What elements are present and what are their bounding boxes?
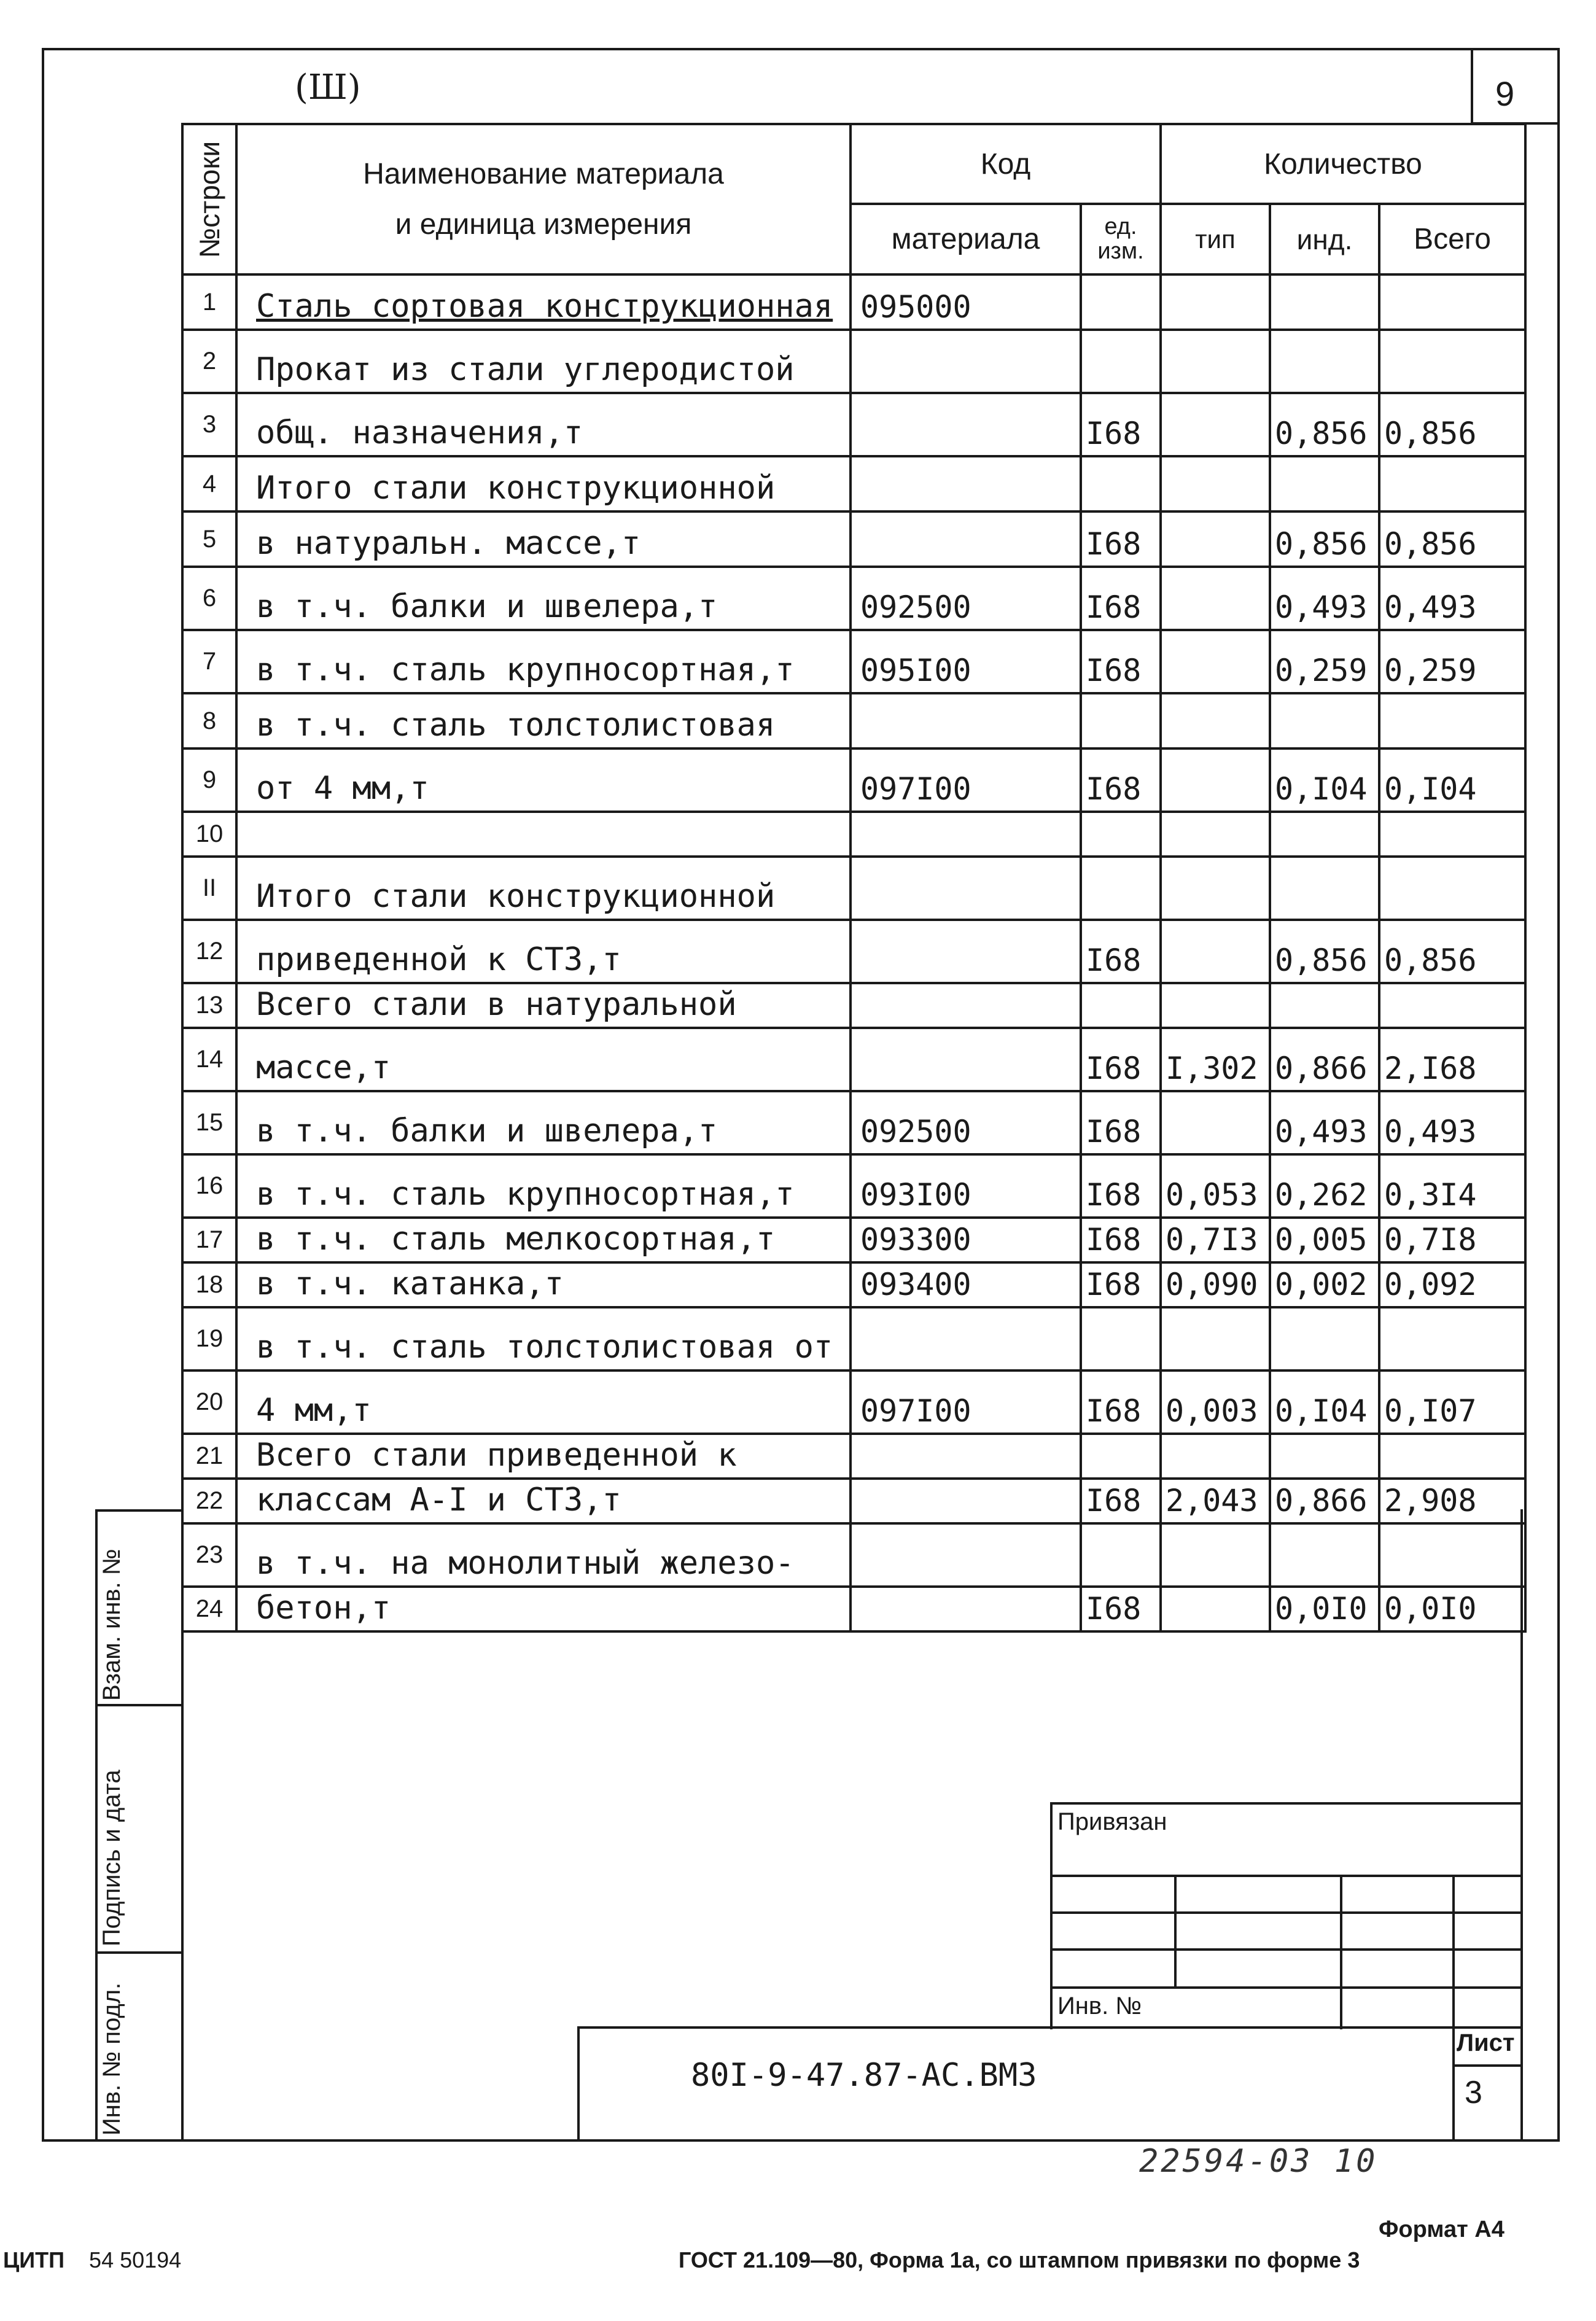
material-name: Итого стали конструкционной	[236, 857, 851, 920]
unit-code: I68	[1081, 567, 1161, 630]
row-number: 14	[182, 1028, 236, 1091]
material-code: 093300	[851, 1218, 1081, 1262]
material-code: 097I00	[851, 1370, 1081, 1434]
row-number: 4	[182, 456, 236, 511]
material-name: общ. назначения,т	[236, 393, 851, 456]
page-number: 9	[1495, 74, 1515, 113]
stamp-col-3	[1452, 1875, 1455, 2142]
row-number: 18	[182, 1262, 236, 1307]
format-label: Формат А4	[1379, 2217, 1505, 2242]
header-mark: (Ш)	[295, 68, 361, 107]
table-row	[182, 1154, 1525, 1218]
qty-ind	[1270, 693, 1379, 748]
row-number: 7	[182, 630, 236, 693]
stamp-right-border	[1520, 1509, 1523, 2142]
side-label-podpis-data: Подпись и дата	[98, 1770, 125, 1946]
qty-total: 0,092	[1379, 1262, 1525, 1307]
col-header-name	[236, 124, 851, 274]
material-code	[851, 857, 1081, 920]
row-number: 21	[182, 1434, 236, 1479]
unit-code	[1081, 1307, 1161, 1370]
qty-total	[1379, 812, 1525, 857]
row-number: 22	[182, 1479, 236, 1523]
qty-total	[1379, 1307, 1525, 1370]
qty-type: 0,003	[1161, 1370, 1270, 1434]
stamp-col-1	[1174, 1875, 1177, 1986]
material-name: в натуральн. массе,т	[236, 511, 851, 567]
qty-ind: 0,856	[1270, 920, 1379, 983]
material-code: 093400	[851, 1262, 1081, 1307]
sheet-number: 3	[1465, 2075, 1482, 2110]
col-header-code-unit: ед. изм.	[1081, 204, 1161, 274]
footer-gost: ГОСТ 21.109—80, Форма 1а, со штампом привязки по форме 3	[679, 2247, 1360, 2272]
material-code: 097I00	[851, 748, 1081, 812]
qty-type	[1161, 920, 1270, 983]
qty-ind: 0,493	[1270, 567, 1379, 630]
material-code	[851, 812, 1081, 857]
qty-total: 0,I07	[1379, 1370, 1525, 1434]
material-name: 4 мм,т	[236, 1370, 851, 1434]
row-number: 15	[182, 1091, 236, 1154]
qty-total: 0,493	[1379, 567, 1525, 630]
row-number: 6	[182, 567, 236, 630]
qty-total: 0,7I8	[1379, 1218, 1525, 1262]
qty-ind: 0,866	[1270, 1479, 1379, 1523]
qty-total: 2,908	[1379, 1479, 1525, 1523]
material-name: в т.ч. сталь толстолистовая	[236, 693, 851, 748]
material-name: Всего стали в натуральной	[236, 983, 851, 1028]
table-row	[182, 1218, 1525, 1262]
material-code: 095I00	[851, 630, 1081, 693]
table-row	[182, 456, 1525, 511]
qty-ind: 0,259	[1270, 630, 1379, 693]
document-code: 80I-9-47.87-АС.ВМЗ	[691, 2057, 1037, 2094]
qty-total	[1379, 1523, 1525, 1587]
material-code	[851, 1479, 1081, 1523]
row-number: 5	[182, 511, 236, 567]
table-row	[182, 330, 1525, 393]
stamp-privyazan-label: Привязан	[1057, 1808, 1167, 1835]
table-row	[182, 748, 1525, 812]
qty-type	[1161, 393, 1270, 456]
material-name: в т.ч. балки и швелера,т	[236, 567, 851, 630]
material-name: в т.ч. катанка,т	[236, 1262, 851, 1307]
col-header-qty-type: тип	[1161, 204, 1270, 274]
qty-total: 0,259	[1379, 630, 1525, 693]
unit-code: I68	[1081, 1587, 1161, 1631]
row-number: 19	[182, 1307, 236, 1370]
side-divider-1	[95, 1704, 181, 1706]
table-row	[182, 1028, 1525, 1091]
qty-total	[1379, 330, 1525, 393]
side-divider-2	[95, 1951, 181, 1954]
row-number: 23	[182, 1523, 236, 1587]
unit-code: I68	[1081, 630, 1161, 693]
qty-ind	[1270, 812, 1379, 857]
material-name	[236, 812, 851, 857]
material-code: 095000	[851, 274, 1081, 330]
material-name: в т.ч. сталь крупносортная,т	[236, 1154, 851, 1218]
qty-ind: 0,002	[1270, 1262, 1379, 1307]
material-name: в т.ч. на монолитный железо-	[236, 1523, 851, 1587]
qty-type	[1161, 456, 1270, 511]
material-code: 093I00	[851, 1154, 1081, 1218]
table-row	[182, 1307, 1525, 1370]
stamp-col-2	[1340, 1875, 1342, 2029]
stamp-sheet-divider	[1452, 2064, 1523, 2067]
material-code: 092500	[851, 567, 1081, 630]
qty-total	[1379, 456, 1525, 511]
qty-ind: 0,0I0	[1270, 1587, 1379, 1631]
qty-type	[1161, 630, 1270, 693]
row-number: 20	[182, 1370, 236, 1434]
qty-total: 0,I04	[1379, 748, 1525, 812]
body-left-border	[181, 1509, 184, 2142]
qty-type: 0,090	[1161, 1262, 1270, 1307]
unit-code: I68	[1081, 393, 1161, 456]
qty-ind: 0,005	[1270, 1218, 1379, 1262]
unit-code: I68	[1081, 1091, 1161, 1154]
qty-total	[1379, 274, 1525, 330]
table-row	[182, 1091, 1525, 1154]
unit-code	[1081, 274, 1161, 330]
material-code	[851, 393, 1081, 456]
table-row	[182, 567, 1525, 630]
table-row	[182, 511, 1525, 567]
stamp-main-top	[577, 2026, 1523, 2029]
table-row	[182, 393, 1525, 456]
row-number: 13	[182, 983, 236, 1028]
row-number: 2	[182, 330, 236, 393]
material-code	[851, 330, 1081, 393]
col-header-qty-ind: инд.	[1270, 204, 1379, 274]
stamp-privyazan-left	[1050, 1802, 1053, 2029]
material-table	[181, 123, 1527, 1633]
material-code	[851, 1028, 1081, 1091]
material-name: Всего стали приведенной к	[236, 1434, 851, 1479]
material-name: Прокат из стали углеродистой	[236, 330, 851, 393]
table-row	[182, 1587, 1525, 1631]
row-number: 9	[182, 748, 236, 812]
qty-type	[1161, 693, 1270, 748]
unit-code	[1081, 693, 1161, 748]
table-row	[182, 812, 1525, 857]
qty-type: 0,7I3	[1161, 1218, 1270, 1262]
qty-type	[1161, 983, 1270, 1028]
qty-ind	[1270, 857, 1379, 920]
side-column-border	[95, 1509, 98, 2142]
footer-org	[3, 2247, 181, 2273]
unit-code	[1081, 812, 1161, 857]
qty-type	[1161, 1587, 1270, 1631]
material-name: от 4 мм,т	[236, 748, 851, 812]
qty-type	[1161, 511, 1270, 567]
row-number: 16	[182, 1154, 236, 1218]
handwritten-number: 22594-03 10	[1139, 2143, 1378, 2180]
qty-type: 2,043	[1161, 1479, 1270, 1523]
table-row	[182, 1523, 1525, 1587]
qty-ind: 0,I04	[1270, 748, 1379, 812]
unit-code: I68	[1081, 1479, 1161, 1523]
qty-type	[1161, 812, 1270, 857]
unit-code: I68	[1081, 1262, 1161, 1307]
qty-type	[1161, 1434, 1270, 1479]
qty-total: 0,856	[1379, 511, 1525, 567]
material-name: классам А-I и СТЗ,т	[236, 1479, 851, 1523]
unit-code: I68	[1081, 1028, 1161, 1091]
material-name: в т.ч. сталь мелкосортная,т	[236, 1218, 851, 1262]
col-header-name-line1: Наименование материала	[363, 157, 724, 190]
qty-ind: 0,493	[1270, 1091, 1379, 1154]
unit-code	[1081, 330, 1161, 393]
material-code	[851, 456, 1081, 511]
table-row	[182, 857, 1525, 920]
qty-total: 0,493	[1379, 1091, 1525, 1154]
qty-total: 0,0I0	[1379, 1587, 1525, 1631]
side-divider-top	[95, 1509, 181, 1512]
table-row	[182, 630, 1525, 693]
row-number: 24	[182, 1587, 236, 1631]
material-name: в т.ч. сталь толстолистовая от	[236, 1307, 851, 1370]
qty-total: 0,856	[1379, 393, 1525, 456]
material-name: в т.ч. сталь крупносортная,т	[236, 630, 851, 693]
qty-ind	[1270, 1523, 1379, 1587]
material-name: приведенной к СТЗ,т	[236, 920, 851, 983]
table-row	[182, 1262, 1525, 1307]
qty-total: 0,856	[1379, 920, 1525, 983]
unit-code	[1081, 1434, 1161, 1479]
qty-total: 0,3I4	[1379, 1154, 1525, 1218]
qty-total	[1379, 1434, 1525, 1479]
material-name: Сталь сортовая конструкционная	[236, 274, 851, 330]
stamp-inv-label: Инв. №	[1057, 1992, 1142, 2020]
qty-type	[1161, 274, 1270, 330]
qty-total	[1379, 857, 1525, 920]
qty-type	[1161, 857, 1270, 920]
qty-ind: 0,262	[1270, 1154, 1379, 1218]
material-name: в т.ч. балки и швелера,т	[236, 1091, 851, 1154]
qty-type	[1161, 1307, 1270, 1370]
table-row	[182, 693, 1525, 748]
stamp-main-left	[577, 2026, 580, 2142]
table-row	[182, 274, 1525, 330]
stamp-privyazan-top	[1050, 1802, 1523, 1805]
col-header-name-line2: и единица измерения	[395, 208, 692, 241]
table-row	[182, 1434, 1525, 1479]
qty-ind	[1270, 456, 1379, 511]
unit-code: I68	[1081, 1370, 1161, 1434]
qty-type	[1161, 1091, 1270, 1154]
qty-ind	[1270, 274, 1379, 330]
qty-ind: 0,I04	[1270, 1370, 1379, 1434]
material-code	[851, 983, 1081, 1028]
qty-type: I,302	[1161, 1028, 1270, 1091]
unit-code	[1081, 857, 1161, 920]
col-header-qty-total: Всего	[1379, 204, 1525, 274]
unit-code: I68	[1081, 1154, 1161, 1218]
unit-code: I68	[1081, 748, 1161, 812]
unit-code: I68	[1081, 920, 1161, 983]
material-code	[851, 511, 1081, 567]
qty-total: 2,I68	[1379, 1028, 1525, 1091]
col-header-code: Код	[851, 124, 1161, 204]
table-row	[182, 983, 1525, 1028]
material-code	[851, 1587, 1081, 1631]
material-code	[851, 920, 1081, 983]
material-code	[851, 1434, 1081, 1479]
row-number: 17	[182, 1218, 236, 1262]
row-number: 1	[182, 274, 236, 330]
row-number: II	[182, 857, 236, 920]
qty-ind	[1270, 1307, 1379, 1370]
unit-code	[1081, 1523, 1161, 1587]
side-label-inv-podl: Инв. № подл.	[98, 1982, 125, 2136]
unit-code: I68	[1081, 1218, 1161, 1262]
table-row	[182, 920, 1525, 983]
col-header-code-material: материала	[851, 204, 1081, 274]
row-number: 12	[182, 920, 236, 983]
side-label-vzam-inv: Взам. инв. №	[98, 1549, 125, 1701]
row-number: 8	[182, 693, 236, 748]
qty-type	[1161, 1523, 1270, 1587]
page-number-box	[1471, 48, 1560, 125]
row-number: 3	[182, 393, 236, 456]
material-code	[851, 693, 1081, 748]
qty-ind	[1270, 983, 1379, 1028]
qty-type	[1161, 330, 1270, 393]
qty-ind: 0,866	[1270, 1028, 1379, 1091]
material-name: Итого стали конструкционной	[236, 456, 851, 511]
table-row	[182, 1479, 1525, 1523]
material-code	[851, 1523, 1081, 1587]
side-divider-bottom	[95, 2139, 181, 2142]
table-row	[182, 1370, 1525, 1434]
footer-org-name: ЦИТП	[3, 2247, 65, 2272]
col-header-row-no: №строки	[182, 124, 236, 274]
qty-ind	[1270, 1434, 1379, 1479]
material-code	[851, 1307, 1081, 1370]
footer-org-number: 54 50194	[89, 2247, 182, 2272]
qty-ind: 0,856	[1270, 393, 1379, 456]
sheet-label: Лист	[1457, 2029, 1515, 2056]
row-number: 10	[182, 812, 236, 857]
unit-code	[1081, 983, 1161, 1028]
material-code: 092500	[851, 1091, 1081, 1154]
material-name: массе,т	[236, 1028, 851, 1091]
material-name: бетон,т	[236, 1587, 851, 1631]
unit-code	[1081, 456, 1161, 511]
col-header-quantity: Количество	[1161, 124, 1525, 204]
qty-type	[1161, 748, 1270, 812]
qty-ind: 0,856	[1270, 511, 1379, 567]
qty-total	[1379, 693, 1525, 748]
qty-total	[1379, 983, 1525, 1028]
qty-type: 0,053	[1161, 1154, 1270, 1218]
qty-type	[1161, 567, 1270, 630]
unit-code: I68	[1081, 511, 1161, 567]
qty-ind	[1270, 330, 1379, 393]
